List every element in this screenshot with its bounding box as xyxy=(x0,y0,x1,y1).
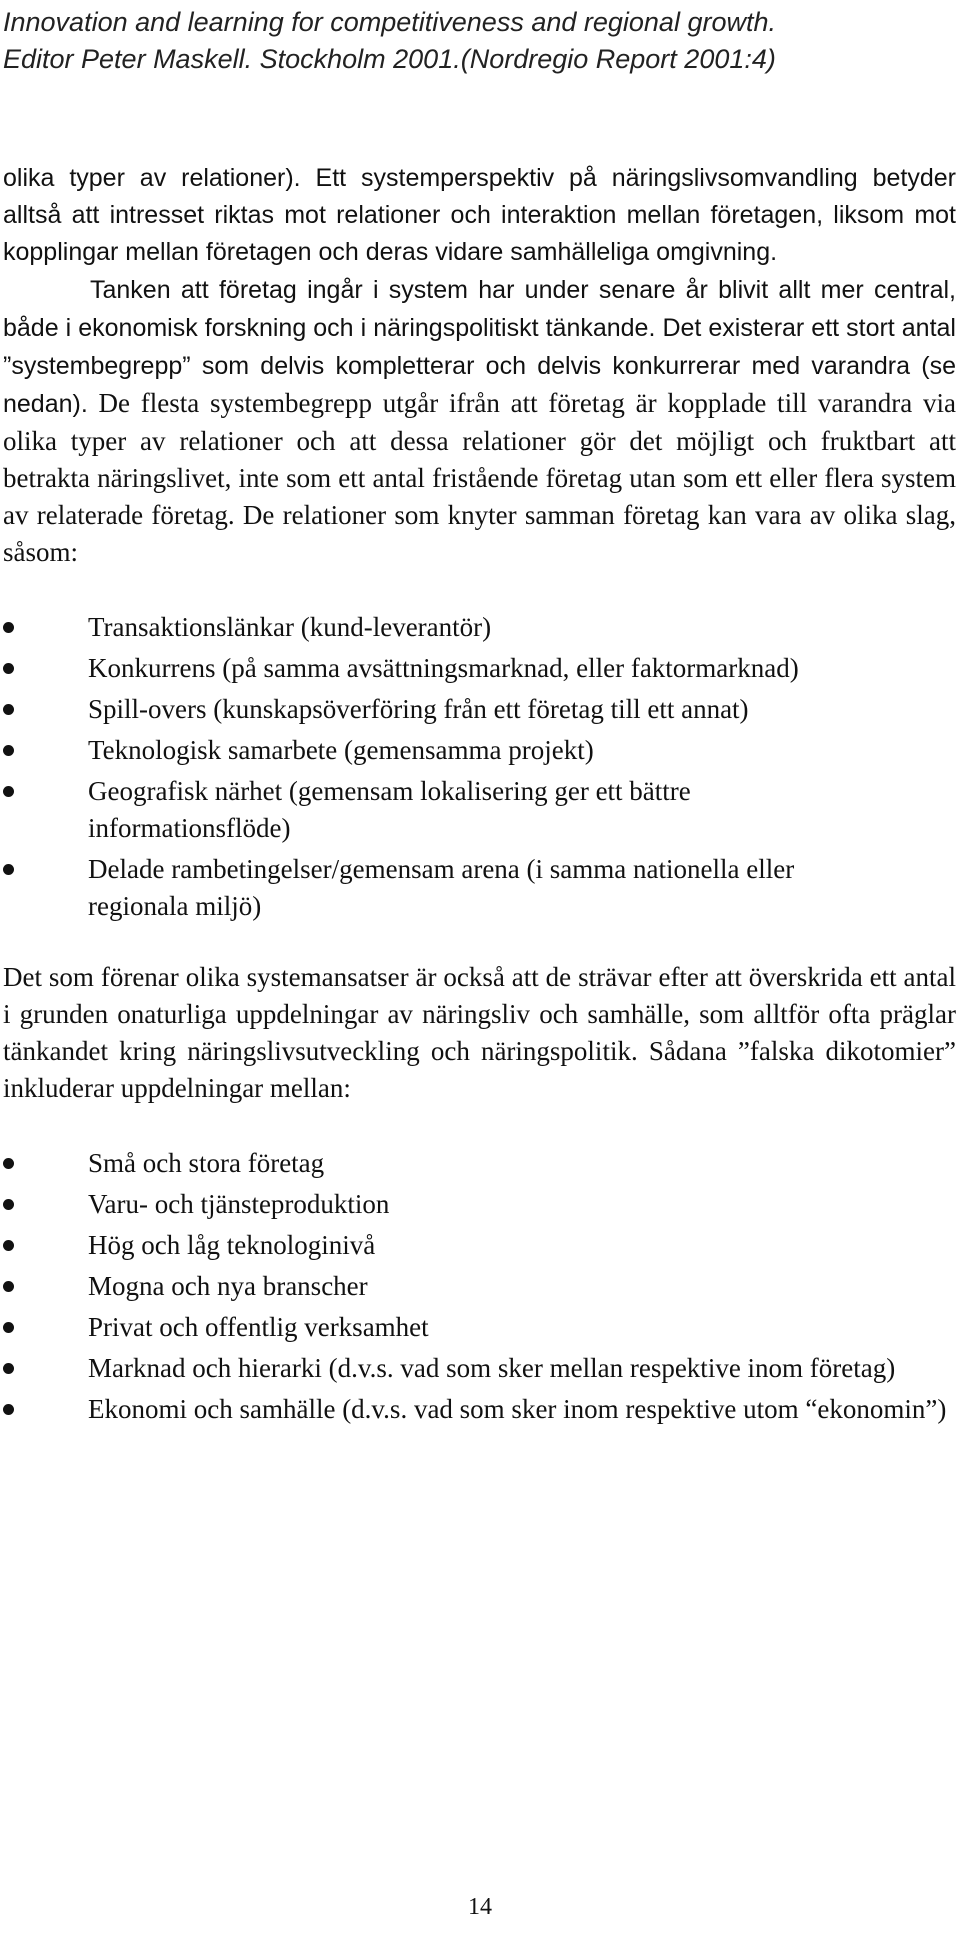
false-dichotomies-list xyxy=(3,1145,956,1428)
bullet-icon xyxy=(3,864,14,875)
list-item: Geografisk närhet (gemensam lokalisering ger ett bättre informationsflöde) xyxy=(3,773,956,847)
paragraph-2-sans: Tanken att företag ingår i system har under senare år blivit allt mer central, både i ekonomisk forskning och i näringspolitiskt tänkande. Det existerar ett stort antal ”systembegrepp” som delvis kompletterar och delvis konkurrerar med varandra (se nedan). xyxy=(3,276,956,418)
bullet-icon xyxy=(3,704,14,715)
bullet-icon xyxy=(3,745,14,756)
list-item: Små och stora företag xyxy=(3,1145,956,1182)
list-item: Hög och låg teknologinivå xyxy=(3,1227,956,1264)
bullet-icon xyxy=(3,663,14,674)
bullet-icon xyxy=(3,1158,14,1169)
bullet-icon xyxy=(3,1240,14,1251)
paragraph-2 xyxy=(3,271,956,571)
bullet-icon xyxy=(3,786,14,797)
paragraph-3: Det som förenar olika systemansatser är också att de strävar efter att överskrida ett antal i grunden onaturliga uppdelningar av näringsliv och samhälle, som alltför ofta präglar tänkandet kring näringslivsutveckling och näringspolitik. Sådana ”falska dikotomier” inkluderar uppdelningar mellan: xyxy=(3,962,956,1103)
bullet-icon xyxy=(3,1322,14,1333)
list-item: Marknad och hierarki (d.v.s. vad som sker mellan respektive inom företag) xyxy=(3,1350,956,1387)
bullet-icon xyxy=(3,1404,14,1415)
list-item: Ekonomi och samhälle (d.v.s. vad som sker inom respektive utom “ekonomin”) xyxy=(3,1391,956,1428)
bullet-icon xyxy=(3,622,14,633)
paragraph-2-serif: De flesta systembegrepp utgår ifrån att företag är kopplade till varandra via olika typer av relationer och att dessa relationer gör det möjligt och fruktbart att betrakta näringslivet, inte som ett antal fristående företag utan som ett eller flera system av relaterade företag. De relationer som knyter samman företag kan vara av olika slag, såsom: xyxy=(3,388,956,567)
bullet-icon xyxy=(3,1363,14,1374)
paragraph-1: olika typer av relationer). Ett systemperspektiv på näringslivsomvandling betyder alltså att intresset riktas mot relationer och interaktion mellan företagen, liksom mot kopplingar mellan företagen och deras vidare samhälleliga omgivning. xyxy=(3,164,956,266)
list-item: Spill-overs (kunskapsöverföring från ett företag till ett annat) xyxy=(3,691,956,728)
page-number: 14 xyxy=(468,1894,492,1920)
list-item: Konkurrens (på samma avsättningsmarknad, eller faktormarknad) xyxy=(3,650,956,687)
list-item: Transaktionslänkar (kund-leverantör) xyxy=(3,609,956,646)
list-item: Privat och offentlig verksamhet xyxy=(3,1309,956,1346)
header-line-2: Editor Peter Maskell. Stockholm 2001.(Nordregio Report 2001:4) xyxy=(3,44,776,74)
relation-types-list xyxy=(3,609,956,925)
body-text xyxy=(3,160,956,1432)
list-item: Teknologisk samarbete (gemensamma projekt) xyxy=(3,732,956,769)
list-item: Delade rambetingelser/gemensam arena (i samma nationella eller regionala miljö) xyxy=(3,851,956,925)
bullet-icon xyxy=(3,1281,14,1292)
header-line-1: Innovation and learning for competitiveness and regional growth. xyxy=(3,7,776,37)
bullet-icon xyxy=(3,1199,14,1210)
list-item: Mogna och nya branscher xyxy=(3,1268,956,1305)
running-header xyxy=(3,4,953,78)
list-item: Varu- och tjänsteproduktion xyxy=(3,1186,956,1223)
